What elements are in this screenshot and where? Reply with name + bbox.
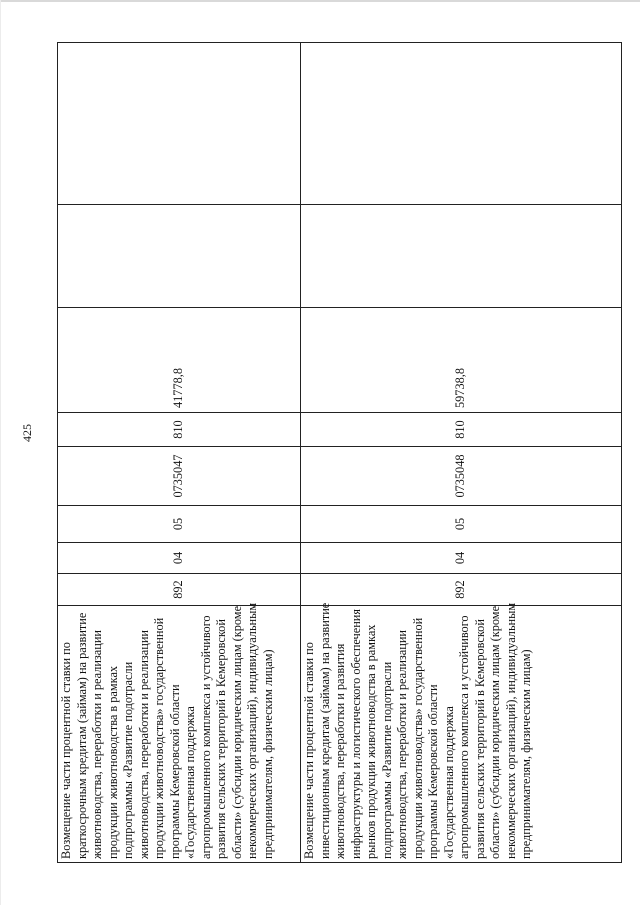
name-line: агропромышленного комплекса и устойчивого	[457, 615, 471, 859]
name-line: продукции животноводства в рамках	[105, 665, 120, 859]
name-line: подпрограммы «Развитие подотрасли	[379, 661, 394, 859]
amount: 41778,8	[58, 308, 301, 413]
table-row	[58, 43, 301, 863]
name-line: программы Кемеровской области	[167, 684, 182, 859]
name-line: животноводства, переработки и реализации	[395, 630, 409, 859]
name-line: продукции животноводства» государственной	[410, 617, 425, 859]
page-number: 425	[20, 424, 34, 442]
empty-cell	[58, 43, 301, 205]
name-line: «Государственная поддержка	[183, 706, 197, 859]
expense-type-code: 810	[301, 413, 622, 447]
expense-type-code: 810	[58, 413, 301, 447]
scan-edge-left	[0, 0, 1, 905]
name-line: области» (субсидии юридическим лицам (кроме	[488, 605, 502, 859]
name-line: агропромышленного комплекса и устойчивого	[198, 615, 213, 859]
subsection-code: 05	[301, 506, 622, 543]
empty-cell	[301, 43, 622, 205]
name-line: животноводства, переработки и развития	[333, 643, 347, 859]
amount: 59738,8	[301, 308, 622, 413]
empty-cell	[58, 205, 301, 308]
budget-table	[57, 42, 622, 863]
name-line: предпринимателям, физическим лицам)	[519, 649, 533, 859]
target-article-code: 0735047	[58, 447, 301, 506]
row-name-cell	[301, 602, 622, 863]
name-line: инвестиционным кредитам (займам) на развитие	[317, 602, 332, 859]
name-line: инфраструктуры и логистического обеспечения	[348, 608, 363, 859]
subsection-code: 05	[58, 506, 301, 543]
name-line: программы Кемеровской области	[426, 684, 440, 859]
name-line: животноводства, переработки и реализации	[90, 630, 104, 859]
name-line: подпрограммы «Развитие подотрасли	[121, 661, 135, 859]
name-line: некоммерческих организаций), индивидуальным	[245, 602, 259, 859]
name-line: рынков продукции животноводства в рамках	[364, 624, 378, 859]
name-line: развития сельских территорий в Кемеровской	[214, 619, 228, 859]
ministry-code: 892	[301, 574, 622, 606]
name-line: продукции животноводства» государственной	[152, 617, 166, 859]
empty-cell	[301, 205, 622, 308]
section-code: 04	[58, 543, 301, 574]
row-name-cell	[58, 602, 301, 863]
name-line: животноводства, переработки и реализации	[136, 630, 151, 859]
ministry-code: 892	[58, 574, 301, 606]
name-line: развития сельских территорий в Кемеровской	[472, 619, 487, 859]
name-line: «Государственная поддержка	[441, 706, 456, 859]
name-line: Возмещение части процентной ставки по	[302, 642, 316, 859]
name-line: Возмещение части процентной ставки по	[59, 642, 73, 859]
table-row	[301, 43, 622, 863]
name-line: предпринимателям, физическим лицам)	[260, 649, 275, 859]
name-line: некоммерческих организаций), индивидуальным	[503, 602, 518, 859]
rotated-page-content	[57, 43, 621, 863]
name-line: краткосрочным кредитам (займам) на развитие	[74, 612, 89, 859]
name-line: области» (субсидии юридическим лицам (кроме	[229, 605, 244, 859]
scan-edge	[0, 0, 640, 2]
section-code: 04	[301, 543, 622, 574]
target-article-code: 0735048	[301, 447, 622, 506]
